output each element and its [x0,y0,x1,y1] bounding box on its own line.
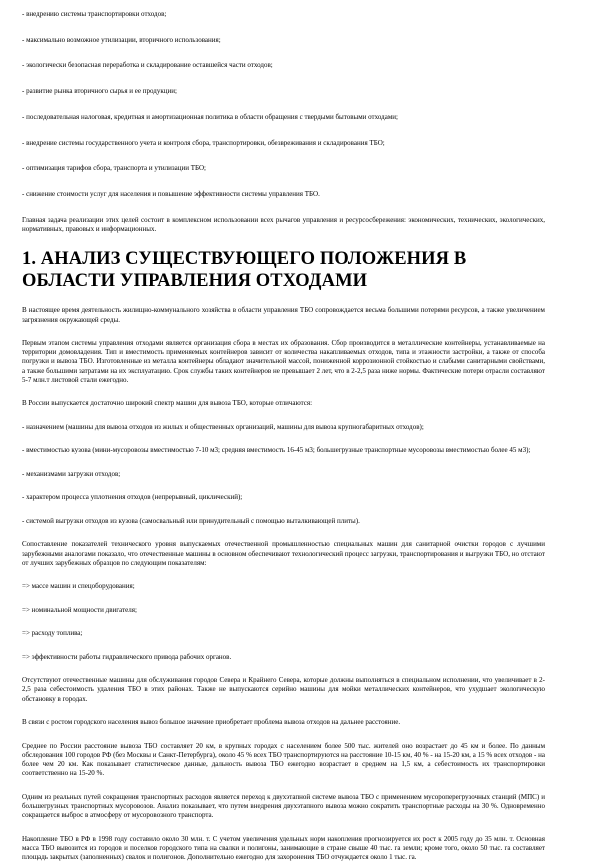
section-body-b [22,676,545,862]
list-item: => эффективности работы гидравлического привода рабочих органов. [22,652,232,661]
paragraph: Среднее по России расстояние вывоза ТБО составляет 20 км, в крупных городах с населением более 500 тыс. жителей оно возрастает до 45 км и более. По данным обследования 100 городов РФ (без Москвы и Санкт-Петербурга), около 45 % всех ТБО транспортируются на расстояние 10-15 км, 40 % - на 15-20 км, а 15 % всех отходов - на более чем 20 км. Как показывает статистическое данные, дальность вывоза ТБО ежегодно возрастает в среднем на 1,5 км, а себестоимость их транспортировки соответственно на 15-20 %. [22,741,545,778]
list-item: => номинальной мощности двигателя; [22,605,137,614]
list-item: - системой выгрузки отходов из кузова (самосвальный или принудительный с помощью выталкивающей плиты). [22,516,360,525]
list-item: - снижение стоимости услуг для населения и повышение эффективности системы управления ТБО. [22,189,320,198]
paragraph: Накопление ТБО в РФ в 1998 году составило около 30 млн. т. С учетом увеличения удельных норм накопления прогнозируется их рост к 2005 году до 35 млн. т. Основная масса ТБО вывозится из городов и поселков городского типа на свалки и полигоны, занимающие в стране свыше 40 тыс. га земли; кроме того, около 50 тыс. га составляет площадь закрытых (заполненных) свалок и полигонов. Дополнительно ежегодно для захоронения ТБО отчуждается около 1 тыс. га. [22,834,545,862]
list-item: - характером процесса уплотнения отходов (непрерывный, циклический); [22,493,243,502]
list-item: - развитие рынка вторичного сырья и ее продукции; [22,87,177,96]
list-item: => расходу топлива; [22,629,83,638]
list-item: - последовательная налоговая, кредитная и амортизационная политика в области обращения с твердыми бытовыми отходами; [22,112,398,121]
section-heading: 1. АНАЛИЗ СУЩЕСТВУЮЩЕГО ПОЛОЖЕНИЯ В ОБЛАСТИ УПРАВЛЕНИЯ ОТХОДАМИ [22,249,467,292]
paragraph: Отсутствуют отечественные машины для обслуживания городов Севера и Крайнего Севера, которые должны выполняться в специальном исполнении, что увеличивает в 2-2,5 раза себестоимость удаления ТБО в этих районах. Также не выпускаются серийно машины для мойки металлических контейнеров, что ухудшает экологическую обстановку в городах. [22,676,545,703]
list-item: - механизмами загрузки отходов; [22,469,121,478]
paragraph: Одним из реальных путей сокращения транспортных расходов является переход к двухэтапной системе вывоза ТБО с применением мусороперегрузочных станций (МПС) и большегрузных транспортных мусоровозов. Анализ показывает, что путем внедрения двухэтапного вывоза можно сократить транспортные расходы на 30 %. Одновременно сокращается выброс в атмосферу от мусоровозного транспорта. [22,792,545,820]
list-item: - внедрению системы транспортировки отходов; [22,10,167,18]
list-item: - назначением (машины для вывоза отходов из жилых и общественных организаций, машины для вывоза крупногабаритных отходов); [22,422,424,431]
list-item: => массе машин и спецоборудования; [22,582,135,591]
list-item: - экологически безопасная переработка и складирование оставшейся части отходов; [22,61,273,70]
main-task-paragraph: Главная задача реализации этих целей состоит в комплексном использовании всех рычагов управления и ресурсосбережения: экономических, технических, экологических, нормативных, правовых и информационных. [22,215,545,233]
bullet-list-goals [22,10,545,199]
list-item: - максимально возможное утилизации, вторичного использования; [22,35,221,44]
paragraph: В связи с ростом городского населения вывоз большое значение приобретает проблема вывоза отходов на дальнее расстояние. [22,718,401,727]
list-item: - внедрение системы государственного учета и контроля сбора, транспортировки, обезвреживания и складирования ТБО; [22,138,385,147]
paragraph: Сопоставление показателей технического уровня выпускаемых отечественной промышленностью специальных машин для санитарной очистки городов с лучшими зарубежными аналогами показало, что отечественные машины в основном обеспечивают технологический процесс загрузки, транспортирования и выгрузки ТБО, но отстают от лучших зарубежных образцов по следующим показателям: [22,540,545,567]
paragraph: Первым этапом системы управления отходами является организация сбора в местах их образования. Сбор производится в металлические контейнеры, устанавливаемые на территории домовладения. Тип и вместимость применяемых контейнеров зависит от количества накапливаемых отходов, типа и этажности застройки, а также от способа погрузки и вывоза ТБО. Изготовленные из металла контейнеры обладают значительной массой, пониженной коррозионной стойкостью и слабыми санитарными свойствами, а также большими затратами на их эксплуатацию. Срок службы таких контейнеров не превышает 2 лет, что в 2-2,5 раза ниже нормы. Фактические потери отрасли составляют 5-7 млн.т листовой стали ежегодно. [22,339,545,384]
list-item: - оптимизация тарифов сбора, транспорта и утилизации ТБО; [22,164,206,173]
list-item: - вместимостью кузова (мини-мусоровозы вместимостью 7-10 м3; средняя вместимость 16-45 м3; большегрузные транспортные мусоровозы вместимостью более 45 м3); [22,446,531,455]
paragraph: В России выпускается достаточно широкий спектр машин для вывоза ТБО, которые отличаются: [22,399,313,408]
paragraph: В настоящее время деятельность жилищно-коммунального хозяйства в области управления ТБО сопровождается весьма большими потерями ресурсов, а также увеличением загрязнения окружающей среды. [22,306,545,324]
arrow-list [22,582,545,662]
section-body-a [22,306,545,568]
